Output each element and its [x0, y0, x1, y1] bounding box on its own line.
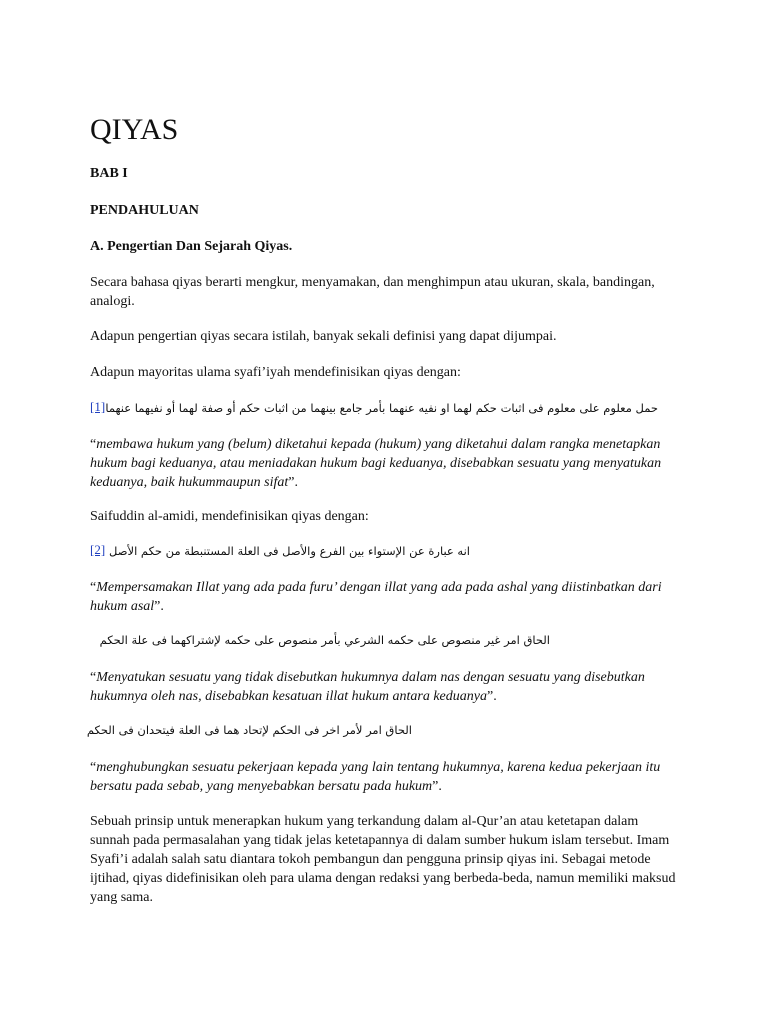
- page-title: QIYAS: [90, 113, 179, 146]
- quote-translation-2: “Mempersamakan Illat yang ada pada furu’ dengan illat yang ada pada ashal yang diistinbatkan dari hukum asal”.: [90, 580, 662, 614]
- footnote-link-1[interactable]: [1]: [90, 399, 106, 414]
- quote-translation-4: “menghubungkan sesuatu pekerjaan kepada yang lain tentang hukumnya, karena kedua pekerjaan itu bersatu pada sebab, yang menyebabkan bersatu pada hukum”.: [90, 760, 661, 794]
- paragraph-amidi-intro: Saifuddin al-amidi, mendefinisikan qiyas dengan:: [90, 509, 369, 524]
- chapter-title: PENDAHULUAN: [90, 203, 199, 218]
- paragraph-syafiiyah-intro: Adapun mayoritas ulama syafi’iyah mendefinisikan qiyas dengan:: [90, 365, 461, 380]
- quote-translation-3: “Menyatukan sesuatu yang tidak disebutkan hukumnya dalam nas dengan sesuatu yang disebutkan hukumnya oleh nas, disebabkan kesatuan illat hukum antara keduanya”.: [90, 670, 645, 704]
- arabic-definition-1: حمل معلوم على معلوم فى اثبات حكم لهما او نفيه عنهما بأمر جامع بينهما من اثبات حكم أو صفة لهما أو نفيهما عنهما: [105, 401, 658, 415]
- paragraph-definition-language: Secara bahasa qiyas berarti mengkur, menyamakan, dan menghimpun atau ukuran, skala, bandingan, analogi.: [90, 275, 655, 309]
- quote-translation-1: “membawa hukum yang (belum) diketahui kepada (hukum) yang diketahui dalam rangka menetapkan hukum bagi keduanya, atau meniadakan hukum bagi keduanya, disebabkan sesuatu yang menyatukan keduanya, baik hukummaupun sifat”.: [90, 437, 662, 490]
- chapter-label: BAB I: [90, 166, 128, 181]
- paragraph-definition-term: Adapun pengertian qiyas secara istilah, banyak sekali definisi yang dapat dijumpai.: [90, 329, 557, 344]
- footnote-link-2[interactable]: [2]: [90, 542, 106, 557]
- arabic-definition-3: الحاق امر غير منصوص على حكمه الشرعي بأمر منصوص على حكمه لإشتراكهما فى علة الحكم: [99, 633, 550, 647]
- section-heading: A. Pengertian Dan Sejarah Qiyas.: [90, 239, 293, 254]
- arabic-definition-4: الحاق امر لأمر اخر فى الحكم لإتحاد هما فى العلة فيتحدان فى الحكم: [86, 723, 412, 737]
- arabic-definition-2: انه عبارة عن الإستواء بين الفرع والأصل فى العلة المستنبطة من حكم الأصل: [109, 544, 470, 558]
- paragraph-principle: Sebuah prinsip untuk menerapkan hukum yang terkandung dalam al-Qur’an atau ketetapan dalam sunnah pada permasalahan yang tidak jelas ketetapannya di dalam sumber hukum islam tersebut. Imam Syafi’i adalah salah satu diantara tokoh pembangun dan pengguna prinsip qiyas ini. Sebagai metode ijtihad, qiyas didefinisikan oleh para ulama dengan redaksi yang berbeda-beda, namun memiliki maksud yang sama.: [90, 814, 676, 905]
